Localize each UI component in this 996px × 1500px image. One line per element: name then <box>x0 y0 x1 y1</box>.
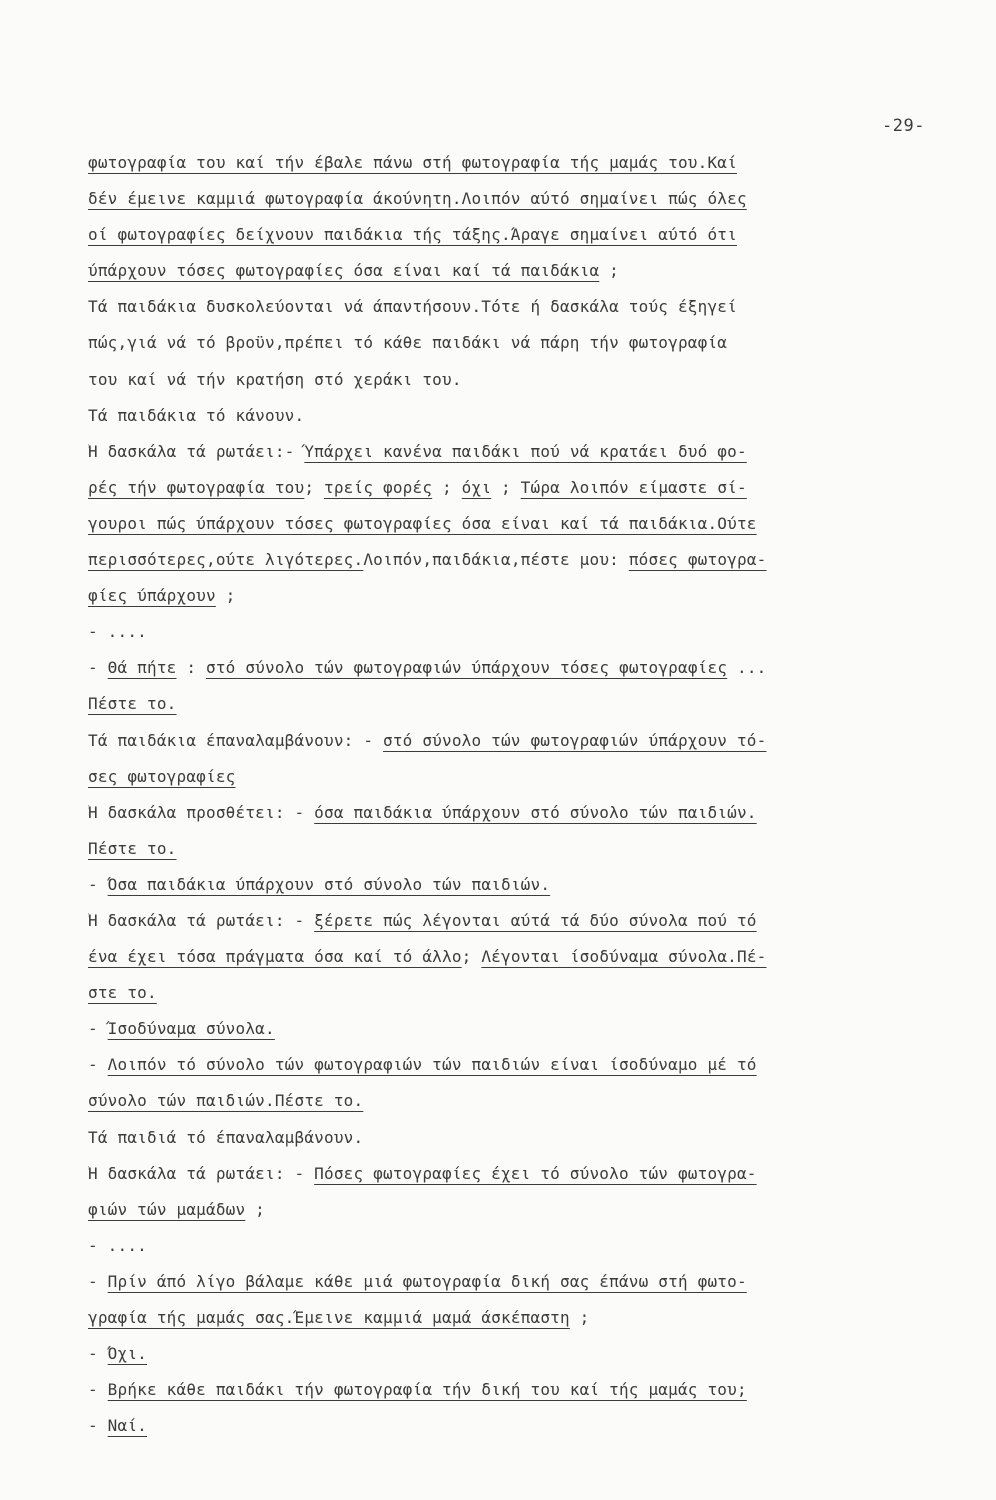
underlined-text: πόσες φωτογρα- <box>628 550 767 570</box>
underlined-text: Ναί. <box>107 1416 148 1436</box>
text-line <box>88 542 948 578</box>
text-line <box>88 1408 948 1444</box>
text-line <box>88 1083 948 1119</box>
text-segment: πώς,γιά νά τό βροϋν,πρέπει τό κάθε παιδάκι νά πάρη τήν φωτογραφία <box>88 333 728 353</box>
text-segment: του καί νά τήν κρατήση στό χεράκι του. <box>88 369 462 389</box>
text-line <box>88 398 948 434</box>
underlined-text: δέν έμεινε καμμιά φωτογραφία άκούνητη.Λοιπόν αύτό σημαίνει πώς όλες <box>88 189 747 209</box>
text-segment: : <box>176 658 207 678</box>
text-segment: ; <box>461 947 482 967</box>
text-segment: Τά παιδάκια δυσκολεύονται νά άπαντήσουν.Τότε ή δασκάλα τούς έξηγεί <box>88 297 737 317</box>
text-segment: Τά παιδιά τό έπαναλαμβάνουν. <box>88 1127 364 1147</box>
text-line <box>88 1372 948 1408</box>
underlined-text: στό σύνολο τών φωτογραφιών ύπάρχουν τόσες φωτογραφίες <box>206 658 728 678</box>
text-segment: Τά παιδάκια τό κάνουν. <box>88 405 305 425</box>
text-line <box>88 723 948 759</box>
text-segment: Ἡ δασκάλα τά ρωτάει: - <box>88 1163 315 1183</box>
text-line <box>88 362 948 398</box>
text-line <box>88 1336 948 1372</box>
underlined-text: ύπάρχουν τόσες φωτογραφίες όσα είναι καί τά παιδάκια <box>88 261 600 281</box>
text-line <box>88 1047 948 1083</box>
underlined-text: Όσα παιδάκια ύπάρχουν στό σύνολο τών παιδιών. <box>107 874 551 894</box>
text-segment: ; <box>599 261 619 281</box>
text-segment: - <box>88 1344 108 1364</box>
text-segment: - <box>88 1380 108 1400</box>
underlined-text: όχι <box>461 477 492 497</box>
underlined-text: φίες ύπάρχουν <box>88 586 216 606</box>
text-line <box>88 903 948 939</box>
underlined-text: Πέστε το. <box>88 838 177 858</box>
text-segment: - <box>88 1019 108 1039</box>
underlined-text: Πρίν άπό λίγο βάλαμε κάθε μιά φωτογραφία δική σας έπάνω στή φωτο- <box>107 1271 747 1291</box>
underlined-text: Τώρα λοιπόν είμαστε σί- <box>520 477 747 497</box>
page-number: -29- <box>882 116 925 136</box>
text-segment: ; <box>432 477 462 497</box>
underlined-text: Λέγονται ίσοδύναμα σύνολα.Πέ- <box>481 947 767 967</box>
underlined-text: Θά πήτε <box>107 658 177 678</box>
text-segment: - .... <box>88 1235 147 1255</box>
text-line <box>88 253 948 289</box>
text-line <box>88 325 948 361</box>
underlined-text: Ύπάρχει κανένα παιδάκι πού νά κρατάει δυό φο- <box>304 441 747 461</box>
text-segment: - <box>88 874 108 894</box>
text-segment: - <box>88 1271 108 1291</box>
text-segment: ; <box>304 477 324 497</box>
text-line <box>88 578 948 614</box>
underlined-text: όσα παιδάκια ύπάρχουν στό σύνολο τών παιδιών. <box>314 802 757 822</box>
text-segment: ; <box>245 1199 265 1219</box>
text-line <box>88 614 948 650</box>
text-line <box>88 795 948 831</box>
text-line <box>88 434 948 470</box>
text-line <box>88 759 948 795</box>
text-segment: ; <box>491 477 521 497</box>
underlined-text: στό σύνολο τών φωτογραφιών ύπάρχουν τό- <box>382 730 767 750</box>
text-line <box>88 650 948 686</box>
underlined-text: περισσότερες,ούτε λιγότερες. <box>88 550 364 570</box>
text-line <box>88 1011 948 1047</box>
text-line <box>88 1264 948 1300</box>
underlined-text: Όχι. <box>107 1344 148 1364</box>
text-line <box>88 506 948 542</box>
text-line <box>88 1228 948 1264</box>
underlined-text: ρές τήν φωτογραφία του <box>88 477 305 497</box>
text-line <box>88 470 948 506</box>
underlined-text: ένα έχει τόσα πράγματα όσα καί τό άλλο <box>88 947 462 967</box>
text-segment: ; <box>569 1308 590 1327</box>
text-line <box>88 289 948 325</box>
text-line <box>88 686 948 722</box>
underlined-text: φωτογραφία του καί τήν έβαλε πάνω στή φωτογραφία τής μαμάς του.Καί <box>88 153 737 172</box>
text-segment: Τά παιδάκια έπαναλαμβάνουν: - <box>88 730 383 750</box>
underlined-text: σύνολο τών παιδιών.Πέστε το. <box>88 1091 364 1111</box>
underlined-text: σες φωτογραφίες <box>88 766 236 786</box>
underlined-text: φιών τών μαμάδων <box>88 1199 246 1219</box>
underlined-text: Ίσοδύναμα σύνολα. <box>107 1019 275 1039</box>
text-line <box>88 867 948 903</box>
underlined-text: γραφία τής μαμάς σας. <box>88 1308 295 1327</box>
text-segment: - <box>88 658 108 678</box>
text-line <box>88 1120 948 1156</box>
text-line <box>88 939 948 975</box>
underlined-text: Πέστε το. <box>88 694 177 714</box>
text-line <box>88 975 948 1011</box>
underlined-text: γουροι πώς ύπάρχουν τόσες φωτογραφίες όσα είναι καί τά παιδάκια.Ούτε <box>88 513 757 533</box>
text-line <box>88 1300 948 1336</box>
text-line <box>88 145 948 181</box>
text-line <box>88 1192 948 1228</box>
text-segment: ... <box>727 658 767 678</box>
text-line <box>88 831 948 867</box>
text-segment: - <box>88 1416 108 1436</box>
underlined-text: στε το. <box>88 983 157 1003</box>
text-line <box>88 1156 948 1192</box>
text-segment: - .... <box>88 622 147 642</box>
underlined-text: οί φωτογραφίες δείχνουν παιδάκια τής τάξης.Άραγε σημαίνει αύτό ότι <box>88 225 737 245</box>
text-line <box>88 181 948 217</box>
underlined-text: ξέρετε πώς λέγονται αύτά τά δύο σύνολα πού τό <box>314 910 757 930</box>
underlined-text: Βρήκε κάθε παιδάκι τήν φωτογραφία τήν δική του καί τής μαμάς του; <box>107 1380 747 1400</box>
underlined-text: Πόσες φωτογραφίες έχει τό σύνολο τών φωτογρα- <box>314 1163 757 1183</box>
text-segment: Ἡ δασκάλα τά ρωτάει: - <box>88 910 315 930</box>
underlined-text: Έμεινε καμμιά μαμά άσκέπαστη <box>294 1308 570 1327</box>
underlined-text: Λοιπόν τό σύνολο τών φωτογραφιών τών παιδιών είναι ίσοδύναμο μέ τό <box>107 1055 757 1075</box>
text-segment: Ἡ δασκάλα τά ρωτάει:- <box>88 441 305 461</box>
text-line <box>88 217 948 253</box>
text-segment: Λοιπόν,παιδάκια,πέστε μου: <box>363 550 629 570</box>
text-segment: - <box>88 1055 108 1075</box>
underlined-text: τρείς φορές <box>324 477 433 497</box>
typewritten-text-body <box>88 145 948 1444</box>
text-segment: ; <box>215 586 236 606</box>
text-segment: Ἡ δασκάλα προσθέτει: - <box>88 802 315 822</box>
